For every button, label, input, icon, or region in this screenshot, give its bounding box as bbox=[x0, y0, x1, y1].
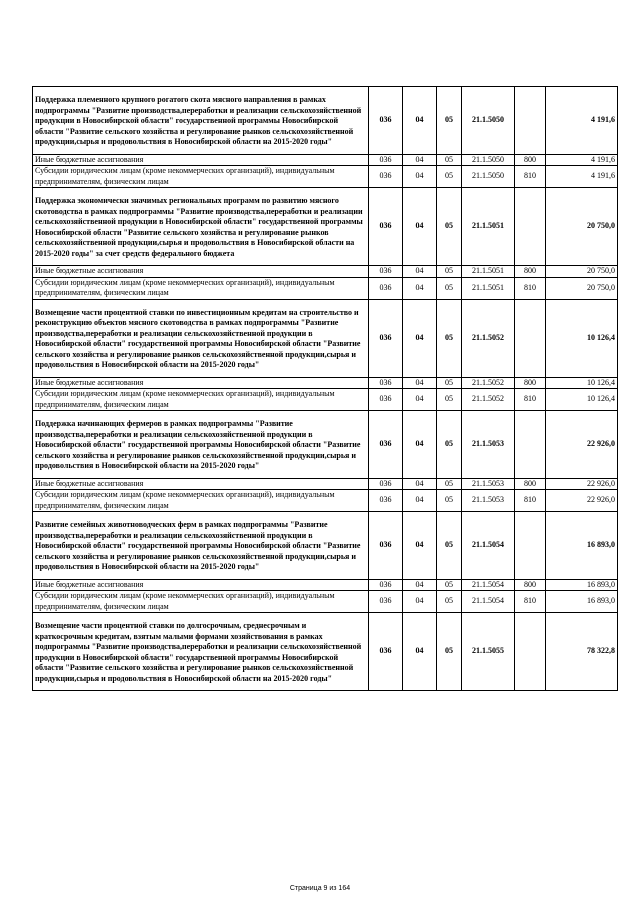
table-row bbox=[33, 377, 618, 389]
section-code-cell: 04 bbox=[403, 490, 437, 512]
subsection-code-cell: 05 bbox=[437, 613, 462, 691]
expense-type-cell bbox=[515, 613, 546, 691]
expense-name-cell: Субсидии юридическим лицам (кроме некоммерческих организаций), индивидуальным предпринимателям, физическим лицам bbox=[33, 166, 369, 188]
table-row bbox=[33, 411, 618, 479]
amount-cell: 10 126,4 bbox=[546, 377, 618, 389]
table-row bbox=[33, 613, 618, 691]
grbs-code-cell: 036 bbox=[369, 377, 403, 389]
subsection-code-cell: 05 bbox=[437, 389, 462, 411]
table-row bbox=[33, 166, 618, 188]
amount-cell: 20 750,0 bbox=[546, 277, 618, 299]
subsection-code-cell: 05 bbox=[437, 411, 462, 479]
subsection-code-cell: 05 bbox=[437, 277, 462, 299]
expense-type-cell: 800 bbox=[515, 154, 546, 166]
table-row bbox=[33, 579, 618, 591]
grbs-code-cell: 036 bbox=[369, 613, 403, 691]
expense-name-cell: Иные бюджетные ассигнования bbox=[33, 579, 369, 591]
expense-name-cell: Иные бюджетные ассигнования bbox=[33, 154, 369, 166]
table-row bbox=[33, 154, 618, 166]
amount-cell: 10 126,4 bbox=[546, 299, 618, 377]
grbs-code-cell: 036 bbox=[369, 277, 403, 299]
subsection-code-cell: 05 bbox=[437, 478, 462, 490]
section-code-cell: 04 bbox=[403, 266, 437, 278]
target-article-cell: 21.1.5050 bbox=[462, 87, 515, 155]
expense-name-cell: Субсидии юридическим лицам (кроме некоммерческих организаций), индивидуальным предпринимателям, физическим лицам bbox=[33, 389, 369, 411]
expense-name-cell: Субсидии юридическим лицам (кроме некоммерческих организаций), индивидуальным предпринимателям, физическим лицам bbox=[33, 277, 369, 299]
subsection-code-cell: 05 bbox=[437, 591, 462, 613]
expense-name-cell: Субсидии юридическим лицам (кроме некоммерческих организаций), индивидуальным предпринимателям, физическим лицам bbox=[33, 591, 369, 613]
expense-type-cell: 800 bbox=[515, 266, 546, 278]
subsection-code-cell: 05 bbox=[437, 512, 462, 580]
expense-type-cell: 800 bbox=[515, 478, 546, 490]
amount-cell: 16 893,0 bbox=[546, 512, 618, 580]
section-code-cell: 04 bbox=[403, 389, 437, 411]
subsection-code-cell: 05 bbox=[437, 579, 462, 591]
expense-name-cell: Поддержка начинающих фермеров в рамках подпрограммы "Развитие производства,переработки и реализации сельскохозяйственной продукции в Новосибирской области" государственной программы Новосибирской области "Развитие сельского хозяйства и регулирование рынков сельскохозяйственной продукции,сырья и продовольствия в Новосибирской области на 2015-2020 годы" bbox=[33, 411, 369, 479]
expense-type-cell: 810 bbox=[515, 166, 546, 188]
table-row bbox=[33, 389, 618, 411]
expense-type-cell: 810 bbox=[515, 591, 546, 613]
table-body bbox=[33, 87, 618, 691]
section-code-cell: 04 bbox=[403, 277, 437, 299]
subsection-code-cell: 05 bbox=[437, 188, 462, 266]
subsection-code-cell: 05 bbox=[437, 490, 462, 512]
section-code-cell: 04 bbox=[403, 299, 437, 377]
grbs-code-cell: 036 bbox=[369, 579, 403, 591]
table-row bbox=[33, 591, 618, 613]
amount-cell: 10 126,4 bbox=[546, 389, 618, 411]
amount-cell: 78 322,8 bbox=[546, 613, 618, 691]
expense-name-cell: Иные бюджетные ассигнования bbox=[33, 478, 369, 490]
section-code-cell: 04 bbox=[403, 188, 437, 266]
grbs-code-cell: 036 bbox=[369, 478, 403, 490]
budget-table bbox=[32, 86, 618, 691]
target-article-cell: 21.1.5053 bbox=[462, 490, 515, 512]
grbs-code-cell: 036 bbox=[369, 188, 403, 266]
target-article-cell: 21.1.5052 bbox=[462, 389, 515, 411]
grbs-code-cell: 036 bbox=[369, 411, 403, 479]
target-article-cell: 21.1.5053 bbox=[462, 411, 515, 479]
grbs-code-cell: 036 bbox=[369, 490, 403, 512]
amount-cell: 4 191,6 bbox=[546, 154, 618, 166]
subsection-code-cell: 05 bbox=[437, 377, 462, 389]
amount-cell: 4 191,6 bbox=[546, 166, 618, 188]
expense-type-cell bbox=[515, 87, 546, 155]
expense-type-cell: 810 bbox=[515, 389, 546, 411]
section-code-cell: 04 bbox=[403, 579, 437, 591]
amount-cell: 4 191,6 bbox=[546, 87, 618, 155]
grbs-code-cell: 036 bbox=[369, 512, 403, 580]
expense-type-cell bbox=[515, 512, 546, 580]
table-row bbox=[33, 266, 618, 278]
subsection-code-cell: 05 bbox=[437, 154, 462, 166]
expense-type-cell bbox=[515, 188, 546, 266]
grbs-code-cell: 036 bbox=[369, 87, 403, 155]
section-code-cell: 04 bbox=[403, 512, 437, 580]
table-row bbox=[33, 478, 618, 490]
target-article-cell: 21.1.5053 bbox=[462, 478, 515, 490]
grbs-code-cell: 036 bbox=[369, 166, 403, 188]
page-number: Страница 9 из 164 bbox=[289, 885, 351, 892]
section-code-cell: 04 bbox=[403, 377, 437, 389]
section-code-cell: 04 bbox=[403, 591, 437, 613]
grbs-code-cell: 036 bbox=[369, 154, 403, 166]
expense-type-cell bbox=[515, 411, 546, 479]
expense-name-cell: Возмещение части процентной ставки по инвестиционным кредитам на строительство и реконструкцию объектов мясного скотоводства в рамках подпрограммы "Развитие производства,переработки и реализации сельскохозяйственной продукции в Новосибирской области" государственной программы Новосибирской области "Развитие сельского хозяйства и регулирование рынков сельскохозяйственной продукции,сырья и продовольствия в Новосибирской области на 2015-2020 годы" bbox=[33, 299, 369, 377]
grbs-code-cell: 036 bbox=[369, 266, 403, 278]
table-row bbox=[33, 512, 618, 580]
amount-cell: 22 926,0 bbox=[546, 478, 618, 490]
amount-cell: 22 926,0 bbox=[546, 490, 618, 512]
section-code-cell: 04 bbox=[403, 87, 437, 155]
target-article-cell: 21.1.5054 bbox=[462, 591, 515, 613]
grbs-code-cell: 036 bbox=[369, 591, 403, 613]
target-article-cell: 21.1.5054 bbox=[462, 579, 515, 591]
table-row bbox=[33, 87, 618, 155]
table-row bbox=[33, 299, 618, 377]
subsection-code-cell: 05 bbox=[437, 87, 462, 155]
section-code-cell: 04 bbox=[403, 411, 437, 479]
target-article-cell: 21.1.5051 bbox=[462, 188, 515, 266]
expense-type-cell: 800 bbox=[515, 377, 546, 389]
expense-name-cell: Поддержка племенного крупного рогатого скота мясного направления в рамках подпрограммы "Развитие производства,переработки и реализации сельскохозяйственной продукции в Новосибирской области" государственной программы Новосибирской области "Развитие сельского хозяйства и регулирование рынков сельскохозяйственной продукции,сырья и продовольствия в Новосибирской области на 2015-2020 годы" bbox=[33, 87, 369, 155]
subsection-code-cell: 05 bbox=[437, 266, 462, 278]
section-code-cell: 04 bbox=[403, 154, 437, 166]
amount-cell: 20 750,0 bbox=[546, 266, 618, 278]
expense-name-cell: Субсидии юридическим лицам (кроме некоммерческих организаций), индивидуальным предпринимателям, физическим лицам bbox=[33, 490, 369, 512]
section-code-cell: 04 bbox=[403, 166, 437, 188]
grbs-code-cell: 036 bbox=[369, 389, 403, 411]
target-article-cell: 21.1.5050 bbox=[462, 166, 515, 188]
table-row bbox=[33, 490, 618, 512]
amount-cell: 22 926,0 bbox=[546, 411, 618, 479]
expense-name-cell: Поддержка экономически значимых региональных программ по развитию мясного скотоводства в рамках подпрограммы "Развитие производства,переработки и реализации сельскохозяйственной продукции в Новосибирской области" государственной программы Новосибирской области "Развитие сельского хозяйства и регулирование рынков сельскохозяйственной продукции,сырья и продовольствия в Новосибирской области на 2015-2020 годы" за счет средств федерального бюджета bbox=[33, 188, 369, 266]
expense-type-cell: 800 bbox=[515, 579, 546, 591]
expense-type-cell: 810 bbox=[515, 490, 546, 512]
expense-name-cell: Иные бюджетные ассигнования bbox=[33, 377, 369, 389]
target-article-cell: 21.1.5052 bbox=[462, 377, 515, 389]
subsection-code-cell: 05 bbox=[437, 166, 462, 188]
amount-cell: 16 893,0 bbox=[546, 579, 618, 591]
expense-type-cell: 810 bbox=[515, 277, 546, 299]
section-code-cell: 04 bbox=[403, 613, 437, 691]
expense-name-cell: Иные бюджетные ассигнования bbox=[33, 266, 369, 278]
target-article-cell: 21.1.5051 bbox=[462, 266, 515, 278]
grbs-code-cell: 036 bbox=[369, 299, 403, 377]
target-article-cell: 21.1.5050 bbox=[462, 154, 515, 166]
amount-cell: 16 893,0 bbox=[546, 591, 618, 613]
expense-name-cell: Возмещение части процентной ставки по долгосрочным, среднесрочным и краткосрочным кредитам, взятым малыми формами хозяйствования в рамках подпрограммы "Развитие производства,переработки и реализации сельскохозяйственной продукции в Новосибирской области" государственной программы Новосибирской области "Развитие сельского хозяйства и регулирование рынков сельскохозяйственной продукции,сырья и продовольствия в Новосибирской области на 2015-2020 годы" bbox=[33, 613, 369, 691]
target-article-cell: 21.1.5055 bbox=[462, 613, 515, 691]
table-row bbox=[33, 188, 618, 266]
amount-cell: 20 750,0 bbox=[546, 188, 618, 266]
section-code-cell: 04 bbox=[403, 478, 437, 490]
target-article-cell: 21.1.5052 bbox=[462, 299, 515, 377]
table-row bbox=[33, 277, 618, 299]
subsection-code-cell: 05 bbox=[437, 299, 462, 377]
expense-name-cell: Развитие семейных животноводческих ферм в рамках подпрограммы "Развитие производства,переработки и реализации сельскохозяйственной продукции в Новосибирской области" государственной программы Новосибирской области "Развитие сельского хозяйства и регулирование рынков сельскохозяйственной продукции,сырья и продовольствия в Новосибирской области на 2015-2020 годы" bbox=[33, 512, 369, 580]
expense-type-cell bbox=[515, 299, 546, 377]
target-article-cell: 21.1.5054 bbox=[462, 512, 515, 580]
target-article-cell: 21.1.5051 bbox=[462, 277, 515, 299]
